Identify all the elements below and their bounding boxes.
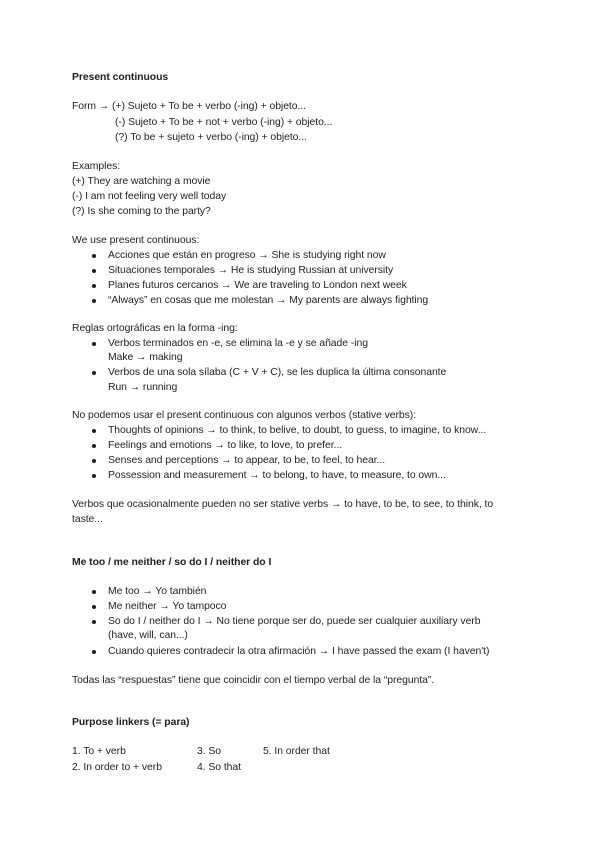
use-item: “Always” en cosas que me molestan → My parents are always fighting	[108, 295, 429, 306]
me-too-item-continuation: (have, will, can...)	[108, 630, 188, 641]
example-line: (-) I am not feeling very well today	[72, 191, 227, 202]
bullet-icon	[92, 429, 96, 433]
section-heading-purpose-linkers: Purpose linkers (= para)	[72, 717, 190, 728]
occasional-stative-line: Verbos que ocasionalmente pueden no ser stative verbs → to have, to be, to see, to think, to	[72, 499, 494, 510]
spelling-example: Make → making	[108, 352, 183, 363]
use-item: Planes futuros cercanos → We are traveling to London next week	[108, 280, 407, 291]
section-heading-present-continuous: Present continuous	[72, 72, 169, 83]
bullet-icon	[92, 284, 96, 288]
me-too-item: Me neither → Yo tampoco	[108, 601, 227, 612]
stative-item: Feelings and emotions → to like, to love, to prefer...	[108, 440, 343, 451]
form-positive: Form → (+) Sujeto + To be + verbo (-ing) + objeto...	[72, 101, 306, 112]
purpose-linker: 4. So that	[197, 762, 241, 773]
stative-label: No podemos usar el present continuous con algunos verbos (stative verbs):	[72, 410, 417, 421]
bullet-icon	[92, 459, 96, 463]
bullet-icon	[92, 474, 96, 478]
section-heading-me-too: Me too / me neither / so do I / neither do I	[72, 557, 272, 568]
me-too-item: So do I / neither do I → No tiene porque ser do, puede ser cualquier auxiliary verb	[108, 616, 481, 627]
bullet-icon	[92, 650, 96, 654]
me-too-note: Todas las “respuestas” tiene que coincidir con el tiempo verbal de la “pregunta”.	[72, 675, 435, 686]
purpose-linker: 1. To + verb	[72, 746, 126, 757]
bullet-icon	[92, 371, 96, 375]
purpose-linker: 2. In order to + verb	[72, 762, 162, 773]
bullet-icon	[92, 254, 96, 258]
me-too-item: Cuando quieres contradecir la otra afirmación → I have passed the exam (I haven't)	[108, 646, 490, 657]
examples-label: Examples:	[72, 161, 121, 172]
use-item: Acciones que están en progreso → She is studying right now	[108, 250, 386, 261]
use-item: Situaciones temporales → He is studying Russian at university	[108, 265, 394, 276]
spelling-label: Reglas ortográficas en la forma -ing:	[72, 323, 238, 334]
spelling-rule: Verbos de una sola sílaba (C + V + C), se les duplica la última consonante	[108, 367, 447, 378]
example-line: (+) They are watching a movie	[72, 176, 211, 187]
uses-label: We use present continuous:	[72, 235, 200, 246]
stative-item: Possession and measurement → to belong, to have, to measure, to own...	[108, 470, 446, 481]
bullet-icon	[92, 444, 96, 448]
spelling-rule: Verbos terminados en -e, se elimina la -e y se añade -ing	[108, 338, 368, 349]
form-negative: (-) Sujeto + To be + not + verbo (-ing) + objeto...	[115, 117, 333, 128]
stative-item: Senses and perceptions → to appear, to be, to feel, to hear...	[108, 455, 386, 466]
bullet-icon	[92, 269, 96, 273]
bullet-icon	[92, 605, 96, 609]
bullet-icon	[92, 620, 96, 624]
purpose-linker: 5. In order that	[263, 746, 330, 757]
purpose-linker: 3. So	[197, 746, 222, 757]
bullet-icon	[92, 342, 96, 346]
bullet-icon	[92, 590, 96, 594]
bullet-icon	[92, 299, 96, 303]
me-too-item: Me too → Yo también	[108, 586, 207, 597]
spelling-example: Run → running	[108, 382, 178, 393]
occasional-stative-line: taste...	[72, 514, 103, 525]
example-line: (?) Is she coming to the party?	[72, 206, 211, 217]
form-question: (?) To be + sujeto + verbo (-ing) + objeto...	[115, 132, 307, 143]
stative-item: Thoughts of opinions → to think, to belive, to doubt, to guess, to imagine, to know...	[108, 425, 487, 436]
